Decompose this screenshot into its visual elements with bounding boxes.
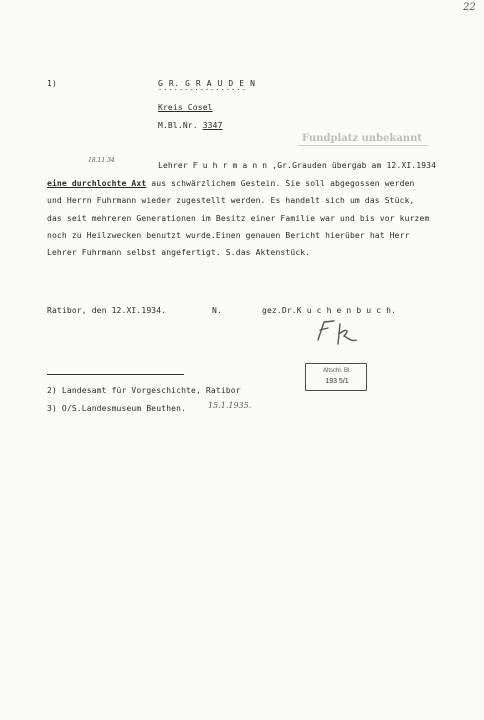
- distribution-item-3: 3) O/S.Landesmuseum Beuthen.: [47, 404, 187, 413]
- archive-stamp: [305, 363, 367, 391]
- handwritten-date-annotation: 18.11.34: [88, 157, 115, 164]
- record-number: 3347: [202, 121, 223, 130]
- body-line-6: Lehrer Fuhrmann selbst angefertigt. S.das Aktenstück.: [47, 248, 311, 257]
- body-line-3: und Herrn Fuhrmann wieder zugestellt werden. Es handelt sich um das Stück,: [47, 196, 415, 205]
- page-number: 22: [463, 2, 476, 13]
- place-heading: G R. G R A U D E N: [158, 79, 256, 88]
- handwritten-signature: [314, 318, 364, 348]
- signed-by: gez.Dr.K u c h e n b u c h.: [262, 306, 397, 315]
- place-date: Ratibor, den 12.XI.1934.: [47, 306, 167, 315]
- record-prefix: M.Bl.Nr.: [158, 121, 198, 130]
- record-number-line: [158, 121, 223, 130]
- body-line-2-rest: aus schwärzlichem Gestein. Sie soll abgegossen werden: [146, 179, 415, 188]
- archive-stamp-number: 193 5/1: [325, 378, 349, 385]
- section-number: 1): [47, 79, 57, 88]
- district-label: Kreis Cosel: [158, 103, 213, 112]
- body-line-1: Lehrer F u h r m a n n ,Gr.Grauden übergab am 12.XI.1934: [158, 161, 437, 170]
- heading-underline-dashes: -·-·-·-·-·-·-·-·-: [158, 86, 247, 94]
- find-site-stamp: Fundplatz unbekannt: [302, 133, 422, 144]
- body-line-5: noch zu Heilzwecken benutzt wurde.Einen genauen Bericht hierüber hat Herr: [47, 231, 410, 240]
- distribution-item-2: 2) Landesamt für Vorgeschichte, Ratibor: [47, 386, 241, 395]
- typist-initial: N.: [212, 306, 222, 315]
- handwritten-dispatch-date: 15.1.1935.: [208, 401, 252, 410]
- separator-rule: [47, 374, 184, 375]
- body-line-2: [47, 179, 415, 188]
- body-line-4: das seit mehreren Generationen im Besitz einer Familie war und bis vor kurzem: [47, 214, 430, 223]
- archive-stamp-label: Altschl. Bl.: [322, 368, 351, 374]
- axe-phrase: eine durchlochte Axt: [47, 179, 147, 188]
